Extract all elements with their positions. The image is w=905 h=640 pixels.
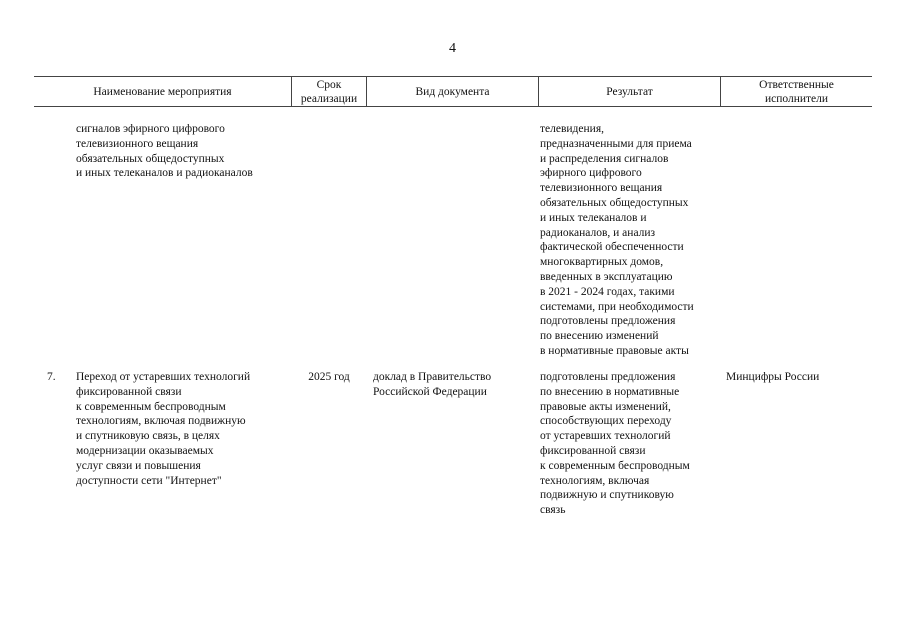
row-number: 7. xyxy=(47,371,56,383)
row-name-cell: Переход от устаревших технологий фиксированной связи к современным беспроводным технологиям, включая подвижную и спутниковую связь, в целях модернизации оказываемых услуг связи и повышения доступности сети "Интернет" xyxy=(76,371,251,487)
header-responsible: Ответственные исполнители xyxy=(759,78,834,105)
continued-result-cell: телевидения, предназначенными для приема и распределения сигналов эфирного цифрового телевизионного вещания обязательных общедоступных и иных телеканалов и радиоканалов, и анализ фактической обеспеченности многоквартирных домов, введенных в эксплуатацию в 2021 - 2024 годах, такими системами, при необходимости подготовлены предложения по внесению изменений в нормативные правовые акты xyxy=(540,123,694,357)
header-result: Результат xyxy=(606,85,653,98)
header-name: Наименование мероприятия xyxy=(93,85,232,98)
table-header-bottom-rule xyxy=(34,106,872,107)
row-responsible-cell: Минцифры России xyxy=(726,371,820,383)
header-document: Вид документа xyxy=(415,85,490,98)
row-term-cell: 2025 год xyxy=(308,371,350,383)
continued-name-cell: сигналов эфирного цифрового телевизионного вещания обязательных общедоступных и иных телеканалов и радиоканалов xyxy=(76,123,253,180)
row-document-cell: доклад в Правительство Российской Федерации xyxy=(373,371,492,398)
header-term: Срок реализации xyxy=(300,78,358,105)
page-number: 4 xyxy=(449,41,456,56)
row-result-cell: подготовлены предложения по внесению в нормативные правовые акты изменений, способствующих переходу от устаревших технологий фиксированной связи к современным беспроводным технологиям, включая подвижную и спутниковую связь xyxy=(540,371,690,517)
